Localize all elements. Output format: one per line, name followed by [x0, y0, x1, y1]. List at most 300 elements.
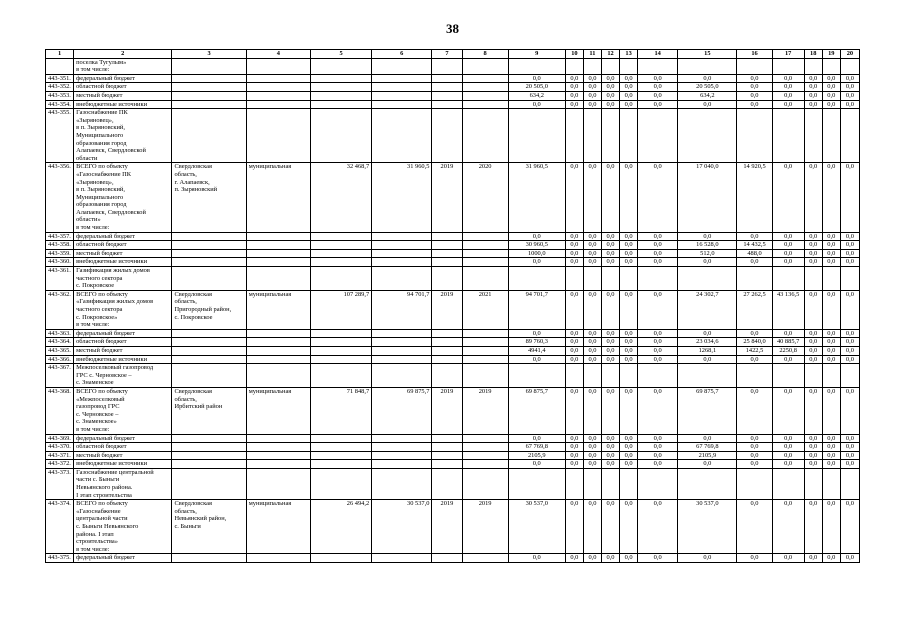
empty-cell — [246, 249, 310, 258]
row-description: местный бюджет — [74, 451, 172, 460]
row-description: внебюджетные источники — [74, 355, 172, 364]
value-cell: 0,0 — [840, 500, 859, 554]
value-cell: 0,0 — [772, 460, 804, 469]
value-cell: 488,0 — [737, 249, 772, 258]
empty-cell — [508, 109, 565, 163]
value-cell: 0,0 — [565, 554, 583, 563]
value-cell: 0,0 — [565, 83, 583, 92]
row-description: ВСЕГО по объекту «Газоснабжение ПК «Зыряновец», в п. Зыряновский, Муниципального образования город Алапаевск, Свердловской области» в том числе: — [74, 163, 172, 232]
value-cell: 0,0 — [822, 100, 840, 109]
empty-cell — [372, 468, 432, 499]
ownership-cell: муниципальная — [246, 387, 310, 434]
value-cell: 0,0 — [840, 355, 859, 364]
value-cell: 0,0 — [583, 460, 601, 469]
value-cell: 2105,9 — [508, 451, 565, 460]
value-cell: 0,0 — [638, 258, 678, 267]
row-code: 443-370. — [46, 443, 74, 452]
value-cell: 0,0 — [737, 329, 772, 338]
value-cell: 14 920,5 — [737, 163, 772, 232]
empty-cell — [432, 267, 462, 291]
value-cell: 0,0 — [638, 460, 678, 469]
empty-cell — [172, 58, 246, 74]
empty-cell — [772, 468, 804, 499]
empty-cell — [432, 364, 462, 388]
empty-cell — [462, 74, 508, 83]
value-cell: 0,0 — [565, 329, 583, 338]
row-description: областной бюджет — [74, 443, 172, 452]
empty-cell — [583, 364, 601, 388]
value-cell: 0,0 — [638, 163, 678, 232]
empty-cell — [432, 232, 462, 241]
empty-cell — [246, 58, 310, 74]
row-description: областной бюджет — [74, 83, 172, 92]
value-cell: 0,0 — [804, 443, 822, 452]
value-cell: 0,0 — [822, 241, 840, 250]
empty-cell — [432, 443, 462, 452]
empty-cell — [462, 232, 508, 241]
empty-cell — [432, 74, 462, 83]
table-row — [46, 100, 860, 109]
value-cell: 0,0 — [804, 83, 822, 92]
empty-cell — [772, 58, 804, 74]
empty-cell — [678, 267, 737, 291]
header-cell: 1 — [46, 50, 74, 59]
value-cell: 0,0 — [678, 434, 737, 443]
value-cell: 0,0 — [804, 500, 822, 554]
row-description: местный бюджет — [74, 346, 172, 355]
empty-cell — [310, 232, 371, 241]
empty-cell — [310, 109, 371, 163]
value-cell: 0,0 — [822, 329, 840, 338]
value-cell: 14 432,5 — [737, 241, 772, 250]
value-cell: 0,0 — [620, 500, 638, 554]
table-row — [46, 460, 860, 469]
value-cell: 0,0 — [638, 100, 678, 109]
table-row — [46, 387, 860, 434]
table-row — [46, 74, 860, 83]
empty-cell — [372, 451, 432, 460]
value-cell: 20 505,0 — [678, 83, 737, 92]
value-cell: 0,0 — [601, 74, 619, 83]
value-cell: 0,0 — [508, 460, 565, 469]
value-cell: 0,0 — [772, 387, 804, 434]
empty-cell — [462, 267, 508, 291]
value-cell: 0,0 — [804, 387, 822, 434]
value-cell: 0,0 — [565, 290, 583, 329]
value-cell: 0,0 — [772, 241, 804, 250]
value-cell: 0,0 — [620, 290, 638, 329]
value-cell: 0,0 — [583, 346, 601, 355]
empty-cell — [583, 267, 601, 291]
empty-cell — [737, 468, 772, 499]
value-cell: 0,0 — [737, 387, 772, 434]
value-cell: 0,0 — [620, 163, 638, 232]
empty-cell — [804, 109, 822, 163]
empty-cell — [172, 355, 246, 364]
value-cell: 0,0 — [620, 258, 638, 267]
row-code: 443-358. — [46, 241, 74, 250]
value-cell: 0,0 — [840, 460, 859, 469]
table-row — [46, 329, 860, 338]
empty-cell — [310, 241, 371, 250]
value-cell: 0,0 — [840, 258, 859, 267]
table-row — [46, 163, 860, 232]
value-cell: 0,0 — [620, 249, 638, 258]
empty-cell — [462, 58, 508, 74]
header-cell: 6 — [372, 50, 432, 59]
header-cell: 12 — [601, 50, 619, 59]
value-cell: 0,0 — [620, 460, 638, 469]
table-row — [46, 468, 860, 499]
empty-cell — [678, 109, 737, 163]
value-cell: 0,0 — [772, 451, 804, 460]
value-cell: 0,0 — [601, 329, 619, 338]
value-cell: 0,0 — [620, 554, 638, 563]
value-cell: 31 960,5 — [372, 163, 432, 232]
value-cell: 0,0 — [601, 91, 619, 100]
value-cell: 30 537,0 — [508, 500, 565, 554]
value-cell: 0,0 — [583, 100, 601, 109]
ownership-cell: муниципальная — [246, 163, 310, 232]
value-cell: 43 136,5 — [772, 290, 804, 329]
value-cell: 0,0 — [804, 241, 822, 250]
empty-cell — [840, 109, 859, 163]
value-cell: 0,0 — [804, 258, 822, 267]
empty-cell — [620, 109, 638, 163]
empty-cell — [737, 109, 772, 163]
empty-cell — [246, 241, 310, 250]
value-cell: 0,0 — [583, 443, 601, 452]
value-cell: 0,0 — [840, 74, 859, 83]
value-cell: 0,0 — [601, 232, 619, 241]
value-cell: 0,0 — [737, 554, 772, 563]
value-cell: 0,0 — [822, 338, 840, 347]
value-cell: 0,0 — [508, 434, 565, 443]
empty-cell — [565, 468, 583, 499]
value-cell: 0,0 — [565, 258, 583, 267]
value-cell: 0,0 — [583, 163, 601, 232]
empty-cell — [246, 434, 310, 443]
header-cell: 16 — [737, 50, 772, 59]
empty-cell — [772, 364, 804, 388]
header-cell: 5 — [310, 50, 371, 59]
empty-cell — [804, 468, 822, 499]
value-cell: 0,0 — [620, 443, 638, 452]
table-row — [46, 241, 860, 250]
empty-cell — [310, 451, 371, 460]
value-cell: 0,0 — [583, 232, 601, 241]
empty-cell — [638, 267, 678, 291]
empty-cell — [372, 74, 432, 83]
row-code: 443-354. — [46, 100, 74, 109]
empty-cell — [840, 58, 859, 74]
value-cell: 0,0 — [508, 100, 565, 109]
empty-cell — [462, 460, 508, 469]
row-code: 443-361. — [46, 267, 74, 291]
row-description: поселка Тугулым» в том числе: — [74, 58, 172, 74]
empty-cell — [172, 554, 246, 563]
value-cell: 0,0 — [508, 329, 565, 338]
value-cell: 0,0 — [840, 434, 859, 443]
value-cell: 1000,0 — [508, 249, 565, 258]
row-code: 443-351. — [46, 74, 74, 83]
value-cell: 0,0 — [601, 460, 619, 469]
value-cell: 0,0 — [822, 387, 840, 434]
value-cell: 0,0 — [840, 241, 859, 250]
empty-cell — [310, 91, 371, 100]
value-cell: 0,0 — [638, 232, 678, 241]
value-cell: 0,0 — [678, 232, 737, 241]
value-cell: 0,0 — [772, 434, 804, 443]
row-code: 443-369. — [46, 434, 74, 443]
empty-cell — [432, 460, 462, 469]
empty-cell — [822, 468, 840, 499]
value-cell: 512,0 — [678, 249, 737, 258]
ownership-cell: муниципальная — [246, 500, 310, 554]
empty-cell — [372, 434, 432, 443]
value-cell: 0,0 — [638, 338, 678, 347]
empty-cell — [432, 434, 462, 443]
value-cell: 0,0 — [840, 443, 859, 452]
empty-cell — [620, 58, 638, 74]
empty-cell — [804, 58, 822, 74]
value-cell: 0,0 — [601, 163, 619, 232]
value-cell: 0,0 — [822, 232, 840, 241]
value-cell: 0,0 — [822, 290, 840, 329]
empty-cell — [246, 355, 310, 364]
empty-cell — [432, 355, 462, 364]
value-cell: 0,0 — [601, 258, 619, 267]
empty-cell — [462, 329, 508, 338]
empty-cell — [772, 109, 804, 163]
value-cell: 0,0 — [565, 91, 583, 100]
value-cell: 0,0 — [638, 443, 678, 452]
value-cell: 0,0 — [804, 460, 822, 469]
header-cell: 8 — [462, 50, 508, 59]
value-cell: 0,0 — [822, 83, 840, 92]
table-row — [46, 554, 860, 563]
empty-cell — [432, 109, 462, 163]
row-description: федеральный бюджет — [74, 329, 172, 338]
empty-cell — [310, 355, 371, 364]
empty-cell — [601, 58, 619, 74]
value-cell: 0,0 — [772, 91, 804, 100]
value-cell: 0,0 — [601, 338, 619, 347]
empty-cell — [246, 468, 310, 499]
table-row — [46, 443, 860, 452]
value-cell: 0,0 — [737, 100, 772, 109]
row-description: областной бюджет — [74, 338, 172, 347]
empty-cell — [462, 338, 508, 347]
empty-cell — [737, 267, 772, 291]
value-cell: 0,0 — [565, 451, 583, 460]
row-description: внебюджетные источники — [74, 460, 172, 469]
value-cell: 0,0 — [508, 74, 565, 83]
value-cell: 634,2 — [508, 91, 565, 100]
value-cell: 0,0 — [601, 290, 619, 329]
empty-cell — [508, 468, 565, 499]
value-cell: 0,0 — [737, 74, 772, 83]
row-description: ВСЕГО по объекту «Межпоселковый газопровод ГРС с. Черновское – с. Знаменское» в том числе: — [74, 387, 172, 434]
empty-cell — [246, 267, 310, 291]
value-cell: 0,0 — [638, 83, 678, 92]
empty-cell — [172, 74, 246, 83]
row-description: федеральный бюджет — [74, 554, 172, 563]
value-cell: 0,0 — [804, 100, 822, 109]
table-row — [46, 355, 860, 364]
value-cell: 0,0 — [772, 500, 804, 554]
value-cell: 0,0 — [638, 91, 678, 100]
header-cell: 4 — [246, 50, 310, 59]
value-cell: 0,0 — [565, 74, 583, 83]
row-code: 443-353. — [46, 91, 74, 100]
value-cell: 16 528,0 — [678, 241, 737, 250]
value-cell: 0,0 — [601, 443, 619, 452]
value-cell: 0,0 — [822, 249, 840, 258]
value-cell: 0,0 — [737, 434, 772, 443]
empty-cell — [310, 267, 371, 291]
empty-cell — [565, 109, 583, 163]
value-cell: 0,0 — [638, 500, 678, 554]
value-cell: 0,0 — [620, 232, 638, 241]
empty-cell — [372, 232, 432, 241]
value-cell: 0,0 — [601, 451, 619, 460]
empty-cell — [310, 364, 371, 388]
row-code: 443-352. — [46, 83, 74, 92]
value-cell: 0,0 — [601, 100, 619, 109]
value-cell: 0,0 — [678, 100, 737, 109]
value-cell: 0,0 — [583, 434, 601, 443]
empty-cell — [462, 83, 508, 92]
value-cell: 0,0 — [620, 338, 638, 347]
value-cell: 0,0 — [804, 434, 822, 443]
empty-cell — [432, 346, 462, 355]
value-cell: 0,0 — [737, 232, 772, 241]
empty-cell — [462, 434, 508, 443]
empty-cell — [432, 329, 462, 338]
value-cell: 0,0 — [620, 100, 638, 109]
empty-cell — [840, 364, 859, 388]
value-cell: 0,0 — [565, 100, 583, 109]
empty-cell — [462, 346, 508, 355]
row-code: 443-355. — [46, 109, 74, 163]
empty-cell — [172, 232, 246, 241]
row-code: 443-360. — [46, 258, 74, 267]
value-cell: 0,0 — [565, 355, 583, 364]
value-cell: 0,0 — [583, 355, 601, 364]
value-cell: 0,0 — [840, 290, 859, 329]
empty-cell — [172, 364, 246, 388]
value-cell: 0,0 — [840, 232, 859, 241]
location-cell: Свердловская область, г. Алапаевск, п. Зыряновский — [172, 163, 246, 232]
empty-cell — [508, 267, 565, 291]
value-cell: 0,0 — [620, 74, 638, 83]
value-cell: 0,0 — [565, 163, 583, 232]
empty-cell — [172, 346, 246, 355]
value-cell: 0,0 — [638, 434, 678, 443]
value-cell: 0,0 — [565, 387, 583, 434]
empty-cell — [172, 468, 246, 499]
row-code — [46, 58, 74, 74]
row-code: 443-362. — [46, 290, 74, 329]
value-cell: 0,0 — [840, 329, 859, 338]
value-cell: 89 760,3 — [508, 338, 565, 347]
table-row — [46, 434, 860, 443]
value-cell: 2105,9 — [678, 451, 737, 460]
value-cell: 0,0 — [804, 329, 822, 338]
value-cell: 24 302,7 — [678, 290, 737, 329]
value-cell: 0,0 — [565, 434, 583, 443]
value-cell: 0,0 — [601, 387, 619, 434]
value-cell: 0,0 — [737, 355, 772, 364]
value-cell: 0,0 — [638, 329, 678, 338]
empty-cell — [432, 83, 462, 92]
value-cell: 0,0 — [638, 387, 678, 434]
empty-cell — [601, 468, 619, 499]
table-row — [46, 500, 860, 554]
value-cell: 0,0 — [678, 329, 737, 338]
empty-cell — [246, 364, 310, 388]
empty-cell — [737, 58, 772, 74]
location-cell: Свердловская область, Пригородный район, с. Покровское — [172, 290, 246, 329]
empty-cell — [620, 468, 638, 499]
empty-cell — [822, 58, 840, 74]
value-cell: 0,0 — [620, 355, 638, 364]
location-cell: Свердловская область, Невьянский район, с. Быньги — [172, 500, 246, 554]
value-cell: 107 289,7 — [310, 290, 371, 329]
empty-cell — [310, 434, 371, 443]
value-cell: 0,0 — [583, 554, 601, 563]
empty-cell — [432, 554, 462, 563]
empty-cell — [462, 249, 508, 258]
value-cell: 69 875,7 — [508, 387, 565, 434]
value-cell: 0,0 — [772, 249, 804, 258]
empty-cell — [246, 83, 310, 92]
header-cell: 15 — [678, 50, 737, 59]
value-cell: 0,0 — [822, 74, 840, 83]
year-start-cell: 2019 — [432, 163, 462, 232]
value-cell: 0,0 — [638, 249, 678, 258]
empty-cell — [310, 460, 371, 469]
empty-cell — [310, 100, 371, 109]
row-code: 443-363. — [46, 329, 74, 338]
empty-cell — [432, 100, 462, 109]
empty-cell — [310, 468, 371, 499]
value-cell: 0,0 — [772, 554, 804, 563]
value-cell: 32 468,7 — [310, 163, 371, 232]
value-cell: 1268,1 — [678, 346, 737, 355]
empty-cell — [638, 468, 678, 499]
value-cell: 0,0 — [678, 554, 737, 563]
value-cell: 0,0 — [678, 258, 737, 267]
value-cell: 0,0 — [565, 232, 583, 241]
empty-cell — [310, 338, 371, 347]
value-cell: 0,0 — [772, 443, 804, 452]
value-cell: 0,0 — [620, 329, 638, 338]
row-code: 443-375. — [46, 554, 74, 563]
empty-cell — [310, 83, 371, 92]
value-cell: 0,0 — [620, 387, 638, 434]
table-row — [46, 346, 860, 355]
value-cell: 0,0 — [678, 74, 737, 83]
value-cell: 0,0 — [822, 355, 840, 364]
value-cell: 0,0 — [822, 451, 840, 460]
empty-cell — [372, 329, 432, 338]
value-cell: 0,0 — [601, 554, 619, 563]
value-cell: 0,0 — [638, 451, 678, 460]
value-cell: 69 875,7 — [678, 387, 737, 434]
value-cell: 0,0 — [565, 500, 583, 554]
